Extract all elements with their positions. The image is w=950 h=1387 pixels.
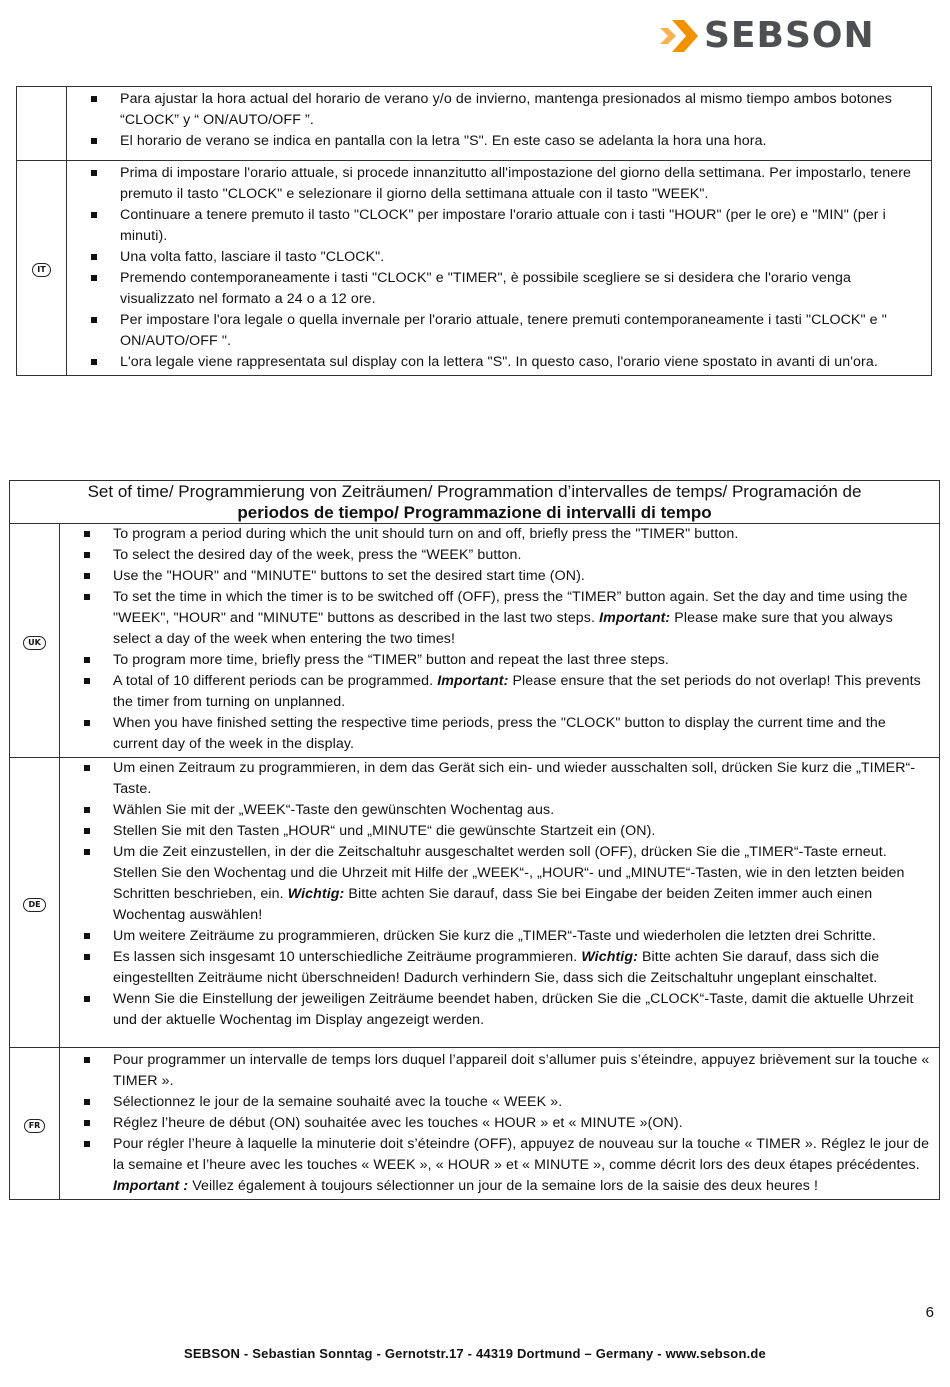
item-text: Sélectionnez le jour de la semaine souhaité avec la touche « WEEK ». [113,1094,563,1110]
list-item [60,1050,931,1092]
fr-flag-badge: FR [24,1119,46,1133]
list-item [60,650,931,671]
list-item [60,800,931,821]
item-text: Réglez l’heure de début (ON) souhaitée avec les touches « HOUR » et « MINUTE »(ON). [113,1115,683,1131]
fr-list [60,1050,939,1197]
list-item [60,566,931,587]
list-item [60,758,931,800]
fr-cell [60,1048,940,1200]
list-item [60,1113,931,1134]
es-flag-cell [17,87,67,161]
sebson-chevron-icon [658,18,700,54]
list-item: L'ora legale viene rappresentata sul display con la lettera "S". In questo caso, l'orario viene spostato in avanti di un'ora. [67,352,923,373]
important-label: Important: [437,673,509,689]
item-note: Please ensure that the set periods do not overlap! This prevents the timer from turning on unplanned. [113,673,921,710]
important-label: Wichtig: [287,886,345,902]
item-text: Um einen Zeitraum zu programmieren, in dem das Gerät sich ein- und wieder ausschalten soll, drücken Sie kurz die „TIMER“-Taste. [113,760,916,797]
important-label: Important: [599,610,671,626]
list-item [60,1092,931,1113]
list-item: Per impostare l'ora legale o quella invernale per l'orario attuale, tenere premuti contemporaneamente i tasti "CLOCK" e " ON/AUTO/OFF ". [67,310,923,352]
list-item [60,524,931,545]
item-note: Bitte achten Sie darauf, dass Sie bei Eingabe der beiden Zeiten immer auch einen Wochentag auswählen! [113,886,873,923]
it-flag-cell [17,161,67,376]
item-text: To program more time, briefly press the “TIMER” button and repeat the last three steps. [113,652,669,668]
list-item: Una volta fatto, lasciare il tasto "CLOCK". [67,247,923,268]
de-cell [60,758,940,1048]
list-item: Para ajustar la hora actual del horario de verano y/o de invierno, mantenga presionados al mismo tiempo ambos botones “CLOCK” y “ ON/AUTO/OFF ”. [67,89,923,131]
item-text: When you have finished setting the respective time periods, press the "CLOCK" button to display the current time and the current day of the week in the display. [113,715,886,752]
item-note: Veillez également à toujours sélectionner un jour de la semaine lors de la saisie des deux heures ! [192,1178,819,1194]
sebson-logo [658,14,888,58]
brand-name: SEBSON [704,15,875,56]
uk-cell [60,524,940,758]
item-text: Pour régler l’heure à laquelle la minuterie doit s’éteindre (OFF), appuyez de nouveau sur la touche « TIMER ». Réglez le jour de la semaine et l’heure avec les touches « WEEK », « HOUR » et « MINUTE », comme décrit lors des deux étapes précédentes. [113,1136,930,1173]
list-item: Prima di impostare l'orario attuale, si procede innanzitutto all'impostazione del giorno della settimana. Per impostarlo, tenere premuto il tasto "CLOCK" e selezionare il giorno della settimana attuale con il tasto "WEEK". [67,163,923,205]
list-item [60,713,931,755]
list-item [60,821,931,842]
item-text: Wenn Sie die Einstellung der jeweiligen Zeiträume beendet haben, drücken Sie die „CLOCK“-Taste, damit die aktuelle Uhrzeit und der aktuelle Wochentag im Display angezeigt werden. [113,991,914,1028]
item-text: To program a period during which the unit should turn on and off, briefly press the "TIMER" button. [113,526,739,542]
set-of-time-table [9,480,940,1200]
list-item [60,926,931,947]
page-number: 6 [925,1304,934,1321]
item-note: Bitte achten Sie darauf, dass sich die eingestellten Zeiträume nicht überschneiden! Dadurch verhindern Sie, dass sich die Zeitschaltuhr ungeplant einschaltet. [113,949,880,986]
list-item [60,545,931,566]
es-list [67,89,931,152]
section-header [10,481,940,524]
fr-flag-cell [10,1048,60,1200]
item-text: Es lassen sich insgesamt 10 unterschiedliche Zeiträume programmieren. [113,949,578,965]
item-text: Um weitere Zeiträume zu programmieren, drücken Sie kurz die „TIMER“-Taste und wiederholen die letzten drei Schritte. [113,928,877,944]
list-item [60,587,931,650]
item-text: Use the "HOUR" and "MINUTE" buttons to set the desired start time (ON). [113,568,585,584]
list-item [60,947,931,989]
item-text: To select the desired day of the week, press the “WEEK” button. [113,547,522,563]
uk-flag-cell [10,524,60,758]
list-item [60,1134,931,1197]
section-title-line1: Set of time/ Programmierung von Zeiträumen/ Programmation d’intervalles de temps/ Programación de [87,482,862,501]
item-text: Wählen Sie mit der „WEEK“-Taste den gewünschten Wochentag aus. [113,802,555,818]
item-text: Stellen Sie mit den Tasten „HOUR“ und „MINUTE“ die gewünschte Startzeit ein (ON). [113,823,656,839]
item-text: Um die Zeit einzustellen, in der die Zeitschaltuhr ausgeschaltet werden soll (OFF), drücken Sie die „TIMER“-Taste erneut. Stellen Sie den Wochentag und die Uhrzeit mit Hilfe der „WEEK“-, „HOUR“- und „MINUTE“-Tasten, wie in den letzten beiden Schritten beschrieben, ein. [113,844,905,902]
item-text: Pour programmer un intervalle de temps lors duquel l’appareil doit s’allumer puis s’éteindre, appuyez brièvement sur la touche « TIMER ». [113,1052,930,1089]
section-title-line2: periodos de tiempo/ Programmazione di intervalli di tempo [237,503,712,522]
uk-flag-badge: UK [23,636,46,650]
item-text: To set the time in which the timer is to be switched off (OFF), press the “TIMER” button again. Set the day and time using the "WEEK", "HOUR" and "MINUTE" buttons as described in the last two steps. [113,589,908,626]
de-list [60,758,939,1031]
list-item: Premendo contemporaneamente i tasti "CLOCK" e "TIMER", è possibile scegliere se si desidera che l'orario venga visualizzato nel formato a 24 o a 12 ore. [67,268,923,310]
important-label: Important : [113,1178,189,1194]
it-cell [67,161,932,376]
important-label: Wichtig: [581,949,638,965]
top-instructions-table [16,86,932,376]
page-footer: SEBSON - Sebastian Sonntag - Gernotstr.17 - 44319 Dortmund – Germany - www.sebson.de [184,1346,766,1361]
list-item [60,842,931,926]
it-list [67,163,931,373]
item-note: Please make sure that you always select a day of the week when entering the two times! [113,610,893,647]
it-flag-badge: IT [32,263,50,277]
list-item: El horario de verano se indica en pantalla con la letra "S". En este caso se adelanta la hora una hora. [67,131,923,152]
es-cell [67,87,932,161]
item-text: A total of 10 different periods can be programmed. [113,673,434,689]
uk-list [60,524,939,755]
list-item [60,989,931,1031]
list-item: Continuare a tenere premuto il tasto "CLOCK" per impostare l'orario attuale con i tasti "HOUR" (per le ore) e "MIN" (per i minuti). [67,205,923,247]
de-flag-badge: DE [23,898,45,912]
de-flag-cell [10,758,60,1048]
list-item [60,671,931,713]
